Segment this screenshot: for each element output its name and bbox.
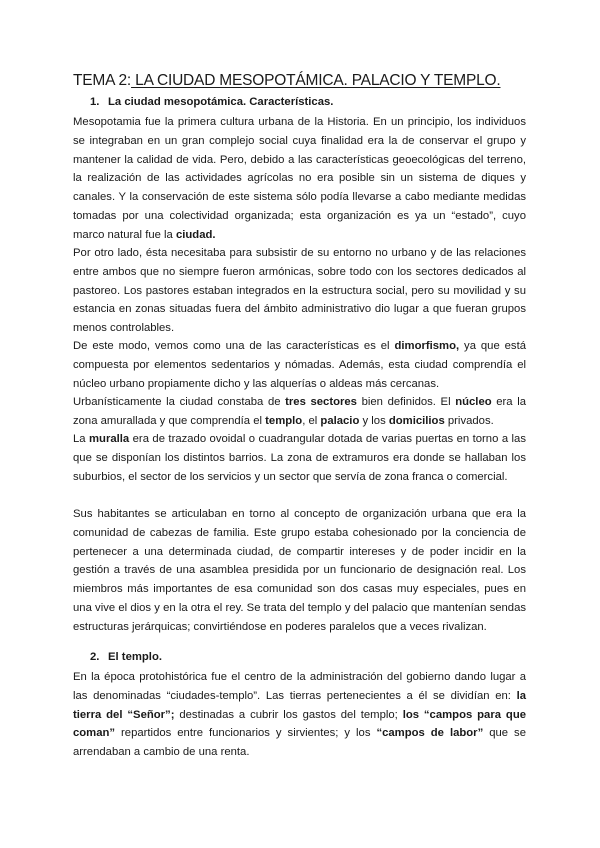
paragraph-text: repartidos entre funcionarios y sirvientes; y los (115, 727, 377, 740)
bold-text: dimorfismo, (394, 340, 460, 352)
paragraph-text: , el (302, 414, 321, 427)
bold-text: “campos de labor” (376, 727, 484, 740)
paragraph-text: En la época protohistórica fue el centro de la administración del gobierno dando lugar a las denominadas “ciudades-templo”. Las tierras pertenecientes a él se dividían en: (73, 671, 526, 702)
section-number: 1. (90, 96, 100, 108)
paragraph-text: Mesopotamia fue la primera cultura urbana de la Historia. En un principio, los individuos se integraban en un gran complejo social cuya finalidad era la de conservar el grupo y mantener la calidad de vida. Pero, debido a las características geoecológicas del terreno, la realización de las actividades agrícolas no era posible sin un sistema de diques y canales. Y la conservación de este sistema sólo podía llevarse a cabo mediante medidas tomadas por una colectividad organizada; esta organización es ya un “estado”, cuyo marco natural fue la (73, 116, 526, 241)
title-main: LA CIUDAD MESOPOTÁMICA. PALACIO Y TEMPLO. (131, 72, 501, 89)
paragraph-5 (73, 430, 526, 486)
paragraph-text: Sus habitantes se articulaban en torno al concepto de organización urbana que era la comunidad de cabezas de familia. Este grupo estaba cohesionado por la conciencia de pertenecer a una determinada ciudad, de compartir intereses y de poder incidir en la gestión a través de una asamblea presidida por un funcionario de designación real. Los miembros más importantes de esa comunidad son dos casas muy especiales, pues en una vive el dios y en la otra el rey. Se trata del templo y del palacio que mantenían sendas estructuras jerárquicas; convirtiéndose en poderes paralelos que a veces rivalizan. (73, 508, 526, 633)
title-prefix: TEMA 2: (73, 72, 132, 89)
paragraph-text: era la zona amurallada y que comprendía el (73, 396, 526, 427)
paragraph-2 (73, 244, 526, 338)
paragraph-7 (73, 668, 526, 762)
bold-text: la tierra del “Señor”; (73, 689, 526, 721)
paragraph-text: La (73, 433, 90, 445)
bold-text: los “campos para que coman” (73, 708, 526, 740)
paragraph-text: bien definidos. El (356, 396, 456, 408)
bold-text: núcleo (455, 396, 492, 408)
paragraph-text: y los (359, 414, 389, 427)
section-number: 2. (90, 651, 100, 663)
paragraph-text: destinadas a cubrir los gastos del templo; (174, 708, 403, 721)
bold-text: tres sectores (285, 396, 357, 408)
bold-text: ciudad. (175, 228, 216, 241)
section-heading-text: El templo. (108, 651, 162, 663)
paragraph-text: ya que está compuesta por elementos sedentarios y nómadas. Además, esta ciudad comprendía el núcleo urbano propiamente dicho y las alquerías o aldeas más cercanas. (73, 340, 526, 390)
paragraph-text: era de trazado ovoidal o cuadrangular dotada de varias puertas en torno a las que se disponían los distintos barrios. La zona de extramuros era donde se hallaban los suburbios, el sector de los servicios y un sector que servía de zona franca o comercial. (73, 433, 526, 483)
paragraph-1 (73, 113, 526, 245)
bold-text: palacio (320, 414, 360, 427)
section-heading-2 (90, 651, 162, 663)
section-heading-text: La ciudad mesopotámica. Características. (108, 96, 334, 108)
page-title (73, 72, 501, 90)
paragraph-text: Urbanísticamente la ciudad constaba de (73, 396, 286, 408)
paragraph-text: que se arrendaban a cambio de una renta. (73, 727, 526, 759)
paragraph-text: Por otro lado, ésta necesitaba para subsistir de su entorno no urbano y de las relaciones entre ambos que no siempre fueron armónicas, sobre todo con los sectores dedicados al pastoreo. Los pastores estaban integrados en la estructura social, pero su movilidad y su estancia en zonas situadas fuera del ámbito administrativo dio lugar a que fueran grupos menos controlables. (73, 247, 526, 335)
paragraph-6 (73, 505, 526, 637)
section-heading-1 (90, 96, 333, 108)
paragraph-text: De este modo, vemos como una de las características es el (73, 340, 395, 352)
paragraph-text: privados. (444, 414, 494, 427)
paragraph-4 (73, 393, 526, 431)
bold-text: muralla (89, 433, 130, 445)
paragraph-3 (73, 337, 526, 393)
bold-text: templo (265, 414, 303, 427)
bold-text: domicilios (388, 414, 445, 427)
